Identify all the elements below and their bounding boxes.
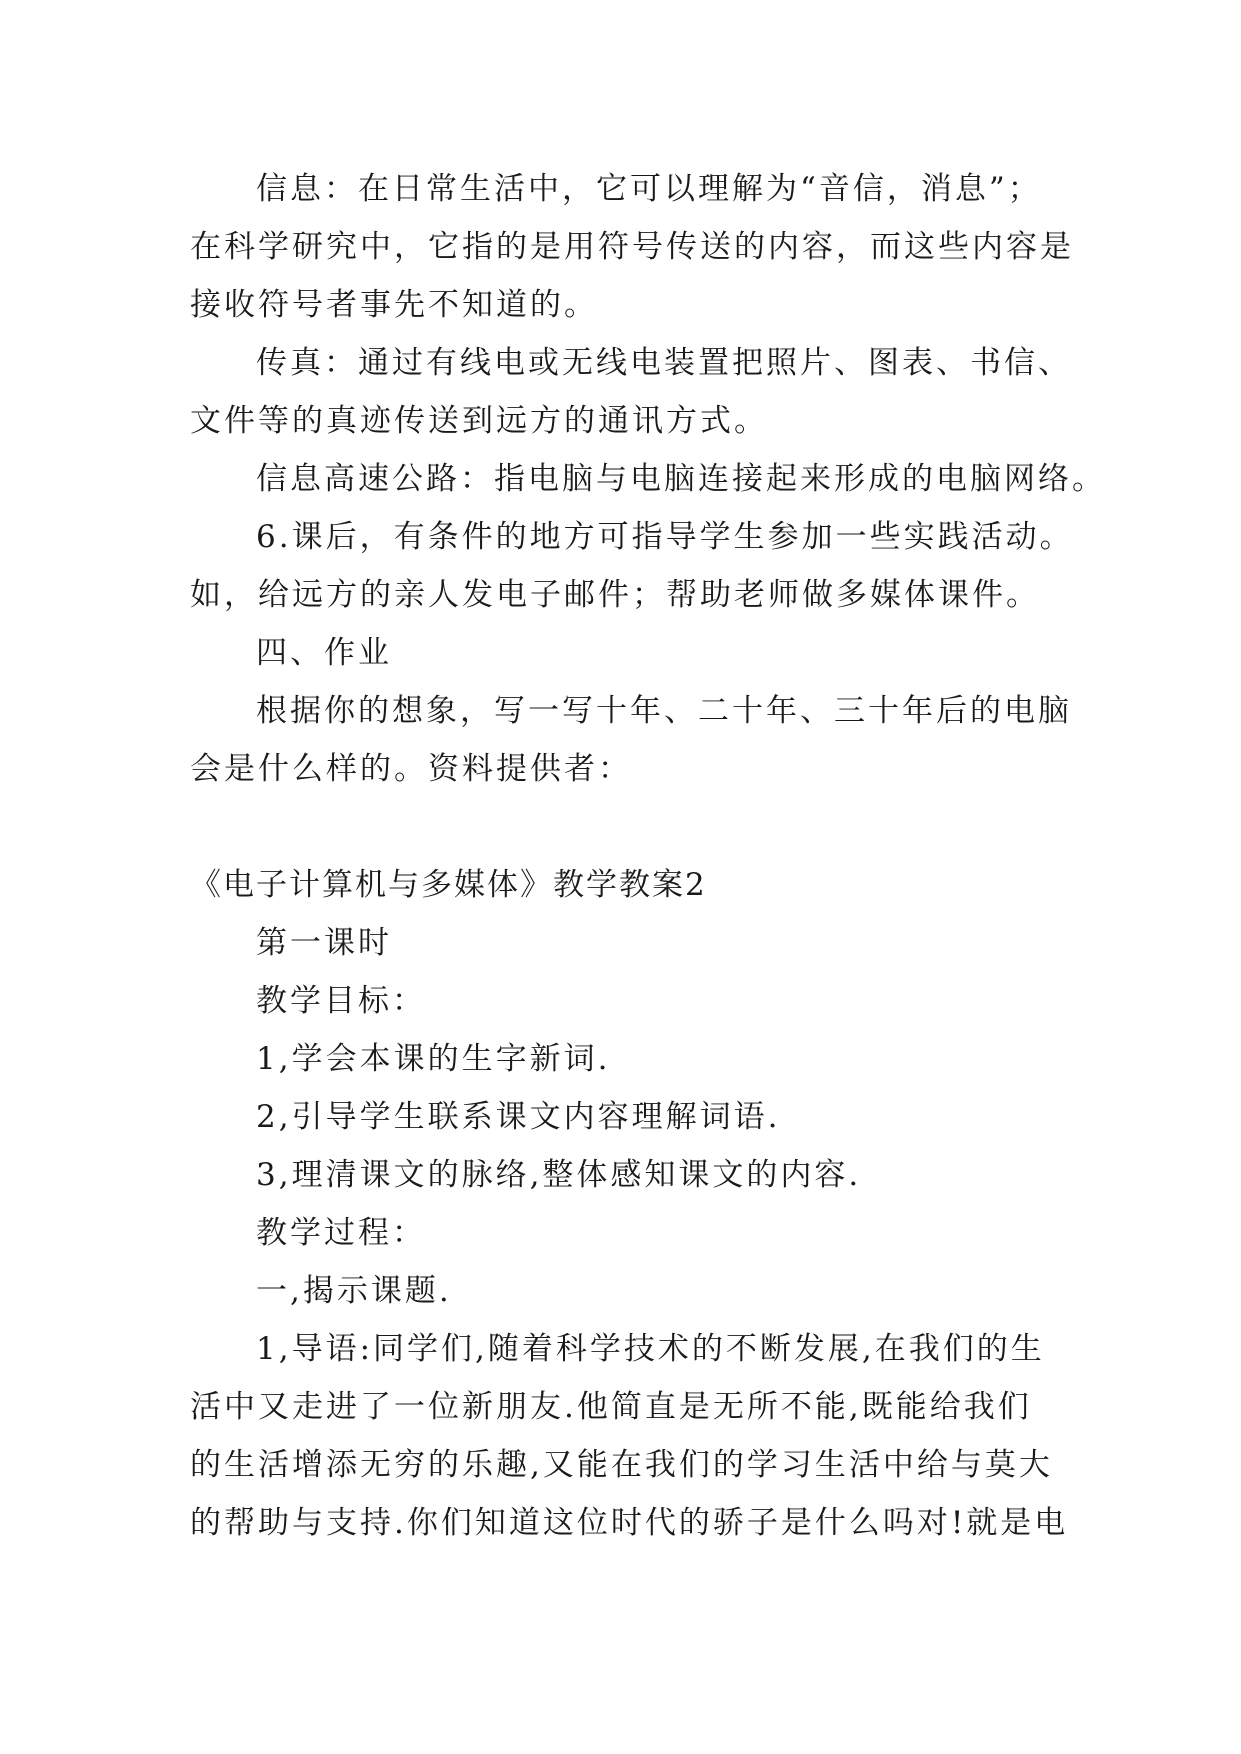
paragraph-line: 文件等的真迹传送到远方的通讯方式。 xyxy=(190,403,768,439)
paragraph-line: 活中又走进了一位新朋友.他简直是无所不能,既能给我们 xyxy=(190,1389,1032,1425)
paragraph-line: 6.课后，有条件的地方可指导学生参加一些实践活动。 xyxy=(256,519,1074,555)
paragraph-line: 的帮助与支持.你们知道这位时代的骄子是什么吗对!就是电 xyxy=(190,1505,1069,1541)
paragraph-line: 传真：通过有线电或无线电装置把照片、图表、书信、 xyxy=(256,345,1072,381)
paragraph-line: 信息高速公路：指电脑与电脑连接起来形成的电脑网络。 xyxy=(256,461,1106,497)
paragraph-line: 会是什么样的。资料提供者： xyxy=(190,751,632,787)
section-heading: 一,揭示课题. xyxy=(256,1273,452,1309)
paragraph-line: 信息：在日常生活中，它可以理解为“音信，消息”； xyxy=(256,171,1042,207)
section-heading: 教学过程： xyxy=(256,1215,426,1251)
paragraph-line: 如，给远方的亲人发电子邮件；帮助老师做多媒体课件。 xyxy=(190,577,1040,613)
section-heading: 四、作业 xyxy=(256,635,392,671)
document-page xyxy=(190,160,1106,1552)
list-item: 3,理清课文的脉络,整体感知课文的内容. xyxy=(256,1157,862,1193)
paragraph-line: 在科学研究中，它指的是用符号传送的内容，而这些内容是 xyxy=(190,229,1074,265)
section-heading: 教学目标： xyxy=(256,983,426,1019)
paragraph-line: 的生活增添无穷的乐趣,又能在我们的学习生活中给与莫大 xyxy=(190,1447,1053,1483)
paragraph-line: 根据你的想象，写一写十年、二十年、三十年后的电脑 xyxy=(256,693,1072,729)
document-title: 《电子计算机与多媒体》教学教案2 xyxy=(190,867,707,903)
paragraph-line: 接收符号者事先不知道的。 xyxy=(190,287,598,323)
list-item: 1,学会本课的生字新词. xyxy=(256,1041,611,1077)
spacer xyxy=(190,798,1070,856)
list-item: 2,引导学生联系课文内容理解词语. xyxy=(256,1099,781,1135)
section-heading: 第一课时 xyxy=(256,925,392,961)
paragraph-line: 1,导语:同学们,随着科学技术的不断发展,在我们的生 xyxy=(256,1331,1045,1367)
